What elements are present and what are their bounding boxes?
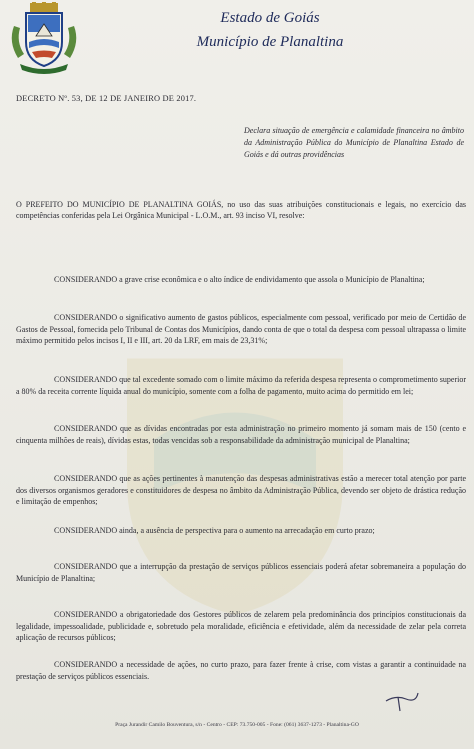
clause-1: CONSIDERANDO a grave crise econômica e o alto índice de endividamento que assola o Município de Planaltina; — [54, 275, 425, 284]
clause-4: CONSIDERANDO que as dívidas encontradas por esta administração no primeiro momento já somam mais de 150 (cento e cinquenta milhões de reais), dívidas estas, todas vencidas sob a responsabilidade da administração municipal de Planaltina; — [16, 424, 466, 445]
decree-title: DECRETO Nº. 53, DE 12 DE JANEIRO DE 2017. — [16, 94, 197, 103]
footer-address: Praça Jurandir Camilo Bouventura, s/n - Centro - CEP: 73.750-005 - Fone: (061) 3637-1273 - Planaltina-GO — [115, 722, 359, 728]
municipal-crest-icon — [6, 2, 82, 76]
decree-preamble: O PREFEITO DO MUNICÍPIO DE PLANALTINA GOIÁS, no uso das suas atribuições constitucionais e legais, no exercício das competências conferidas pela Lei Orgânica Municipal - L.O.M., art. 93 inciso VI, resolve: — [16, 200, 466, 220]
clause-5: CONSIDERANDO que as ações pertinentes à manutenção das despesas administrativas estão a merecer total atenção por parte dos diversos organismos geradores e constituidores de despesa no âmbito da Administração Pública, devendo ser objeto de drástica redução e limitação de empenhos; — [16, 474, 466, 506]
decree-summary: Declara situação de emergência e calamidade financeira no âmbito da Administração Pública do Município de Planaltina Estado de Goiás e dá outras providências — [244, 126, 464, 159]
header-city: Município de Planaltina — [196, 34, 344, 50]
signature-icon — [384, 691, 420, 713]
clause-6: CONSIDERANDO ainda, a ausência de perspectiva para o aumento na arrecadação em curto prazo; — [54, 526, 375, 535]
clause-8: CONSIDERANDO a obrigatoriedade dos Gestores públicos de zelarem pela predominância dos princípios constitucionais da legalidade, impessoalidade, publicidade e, sobretudo pela moralidade, eficiência e efetividade, além da necessidade de zelar pela correta aplicação de recursos públicos; — [16, 610, 466, 642]
clause-7: CONSIDERANDO que a interrupção da prestação de serviços públicos essenciais poderá afetar sobremaneira a população do Município de Planaltina; — [16, 562, 466, 583]
header-state: Estado de Goiás — [220, 10, 320, 26]
clause-2: CONSIDERANDO o significativo aumento de gastos públicos, especialmente com pessoal, verificado por meio de Certidão de Gastos de Pessoal, fornecida pelo Tribunal de Contas dos Municípios, dando conta de que o total da despesa com pessoal ultrapassa o limite máximo permitido pelos incisos I, II e III, art. 20 da LRF, em mais de 23,31%; — [16, 313, 466, 345]
clause-3: CONSIDERANDO que tal excedente somado com o limite máximo da referida despesa representa o comprometimento superior a 80% da receita corrente líquida anual do município, somente com a folha de pagamento, muito acima do permitido em lei; — [16, 375, 466, 396]
clause-9: CONSIDERANDO a necessidade de ações, no curto prazo, para fazer frente à crise, com vistas a garantir a continuidade na prestação de serviços públicos essenciais. — [16, 660, 466, 681]
